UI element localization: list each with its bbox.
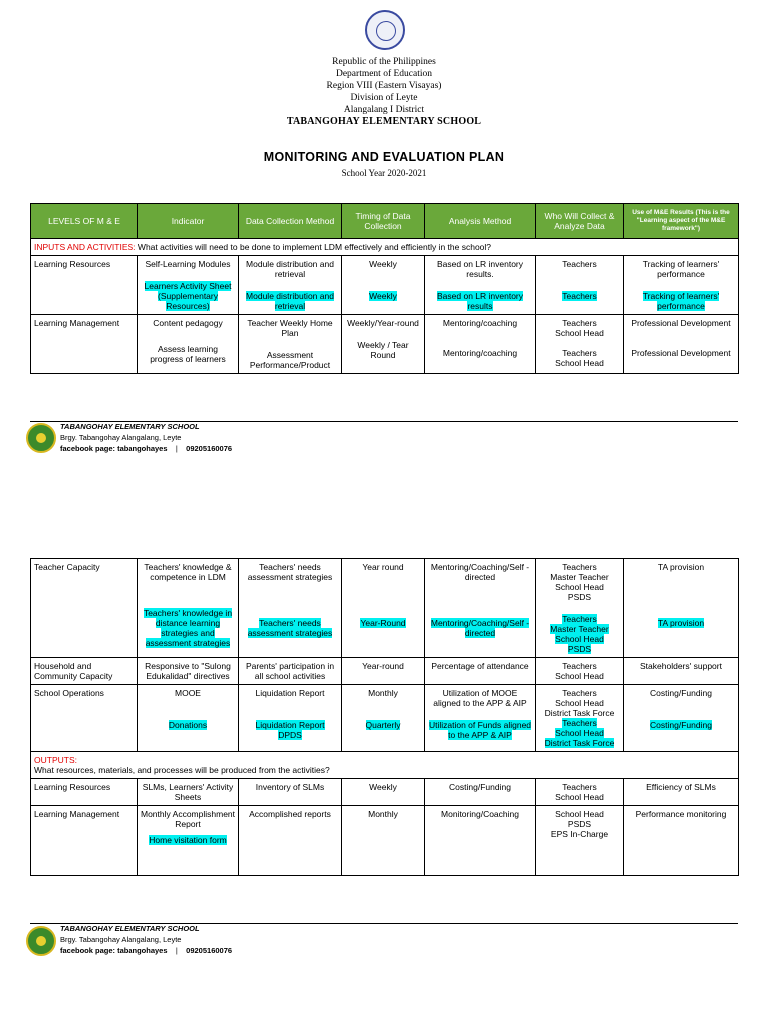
method-text: Inventory of SLMs bbox=[239, 779, 342, 806]
use-text: Tracking of learners' performance bbox=[642, 291, 720, 311]
method-text: Liquidation Report bbox=[255, 688, 325, 698]
footer-contact bbox=[60, 443, 232, 454]
school-year: School Year 2020-2021 bbox=[341, 168, 427, 178]
header-line-5: Alangalang I District bbox=[343, 105, 425, 115]
use-text: TA provision bbox=[657, 618, 705, 628]
footer-address: Brgy. Tabangohay Alangalang, Leyte bbox=[60, 935, 182, 944]
header-line-4: Division of Leyte bbox=[350, 93, 418, 103]
analysis-text: Utilization of Funds aligned to the APP & AIP bbox=[428, 720, 532, 740]
use-text: Performance monitoring bbox=[624, 806, 739, 876]
col-header-use: Use of M&E Results (This is the "Learning aspect of the M&E framework") bbox=[624, 204, 739, 239]
outputs-text: What resources, materials, and processes will be produced from the activities? bbox=[34, 765, 330, 775]
analysis-text: Based on LR inventory results bbox=[437, 291, 523, 311]
indicator-text: Responsive to "Sulong Edukalidad" directives bbox=[138, 658, 239, 685]
col-header-indicator: Indicator bbox=[138, 204, 239, 239]
footer-facebook: facebook page: tabangohayes bbox=[60, 444, 168, 453]
method-text: Teachers' needs assessment strategies bbox=[247, 562, 333, 582]
footer bbox=[60, 923, 232, 956]
who-text: School Head bbox=[555, 582, 604, 592]
school-logo-icon bbox=[26, 423, 56, 453]
footer-phone: 09205160076 bbox=[186, 946, 233, 955]
who-text: PSDS bbox=[567, 644, 592, 654]
table-row bbox=[31, 559, 739, 658]
col-header-timing: Timing of Data Collection bbox=[342, 204, 425, 239]
use-text: Efficiency of SLMs bbox=[624, 779, 739, 806]
who-text: Teachers bbox=[562, 259, 597, 269]
analysis-text: Mentoring/Coaching/Self -directed bbox=[430, 618, 530, 638]
method-text: Assessment Performance/Product bbox=[249, 350, 331, 370]
school-logo-icon bbox=[26, 926, 56, 956]
level-cell: Household and Community Capacity bbox=[31, 658, 138, 685]
use-text: Professional Development bbox=[631, 348, 731, 358]
footer-school-name: TABANGOHAY ELEMENTARY SCHOOL bbox=[60, 924, 200, 933]
method-text: Parents' participation in all school activities bbox=[239, 658, 342, 685]
level-cell: School Operations bbox=[31, 685, 138, 752]
method-text: Module distribution and retrieval bbox=[246, 259, 334, 279]
inputs-label: INPUTS AND ACTIVITIES: bbox=[34, 242, 136, 252]
who-text: Master Teacher bbox=[550, 624, 609, 634]
who-text: Teachers bbox=[562, 291, 597, 301]
me-plan-table-1 bbox=[30, 203, 739, 374]
who-text: School Head bbox=[555, 792, 604, 802]
use-text: Stakeholders' support bbox=[624, 658, 739, 685]
inputs-text: What activities will need to be done to implement LDM effectively and efficiently in the school? bbox=[135, 242, 492, 252]
section-row-outputs bbox=[31, 752, 739, 779]
use-text: Costing/Funding bbox=[650, 688, 712, 698]
who-text: School Head bbox=[555, 728, 604, 738]
use-text: TA provision bbox=[657, 562, 705, 572]
col-header-who: Who Will Collect & Analyze Data bbox=[536, 204, 624, 239]
footer-facebook: facebook page: tabangohayes bbox=[60, 946, 168, 955]
analysis-text: Based on LR inventory results. bbox=[437, 259, 523, 279]
level-cell: Learning Management bbox=[31, 315, 138, 374]
header-line-3: Region VIII (Eastern Visayas) bbox=[326, 81, 442, 91]
indicator-text: MOOE bbox=[175, 688, 201, 698]
table-row bbox=[31, 685, 739, 752]
timing-text: Year round bbox=[362, 562, 404, 572]
level-cell: Learning Resources bbox=[31, 779, 138, 806]
who-text: School Head bbox=[555, 671, 604, 681]
timing-text: Quarterly bbox=[365, 720, 401, 730]
col-header-analysis: Analysis Method bbox=[425, 204, 536, 239]
method-text: Teachers' needs assessment strategies bbox=[247, 618, 333, 638]
use-text: Professional Development bbox=[631, 318, 731, 328]
who-text: District Task Force bbox=[544, 738, 615, 748]
indicator-text: Teachers' knowledge & competence in LDM bbox=[144, 562, 232, 582]
who-text: Teachers bbox=[562, 661, 597, 671]
indicator-text: Self-Learning Modules bbox=[145, 259, 231, 269]
level-cell: Learning Management bbox=[31, 806, 138, 876]
timing-text: Weekly bbox=[369, 291, 397, 301]
me-plan-table-2 bbox=[30, 558, 739, 876]
indicator-text: Content pedagogy bbox=[153, 318, 223, 328]
letterhead bbox=[0, 56, 768, 128]
col-header-levels: LEVELS OF M & E bbox=[31, 204, 138, 239]
who-text: School Head bbox=[555, 698, 604, 708]
table-row bbox=[31, 315, 739, 374]
who-text: District Task Force bbox=[544, 708, 615, 718]
indicator-text: Assess learning progress of learners bbox=[150, 344, 226, 364]
indicator-text: Learners Activity Sheet (Supplementary Resources) bbox=[144, 281, 232, 311]
method-text: Module distribution and retrieval bbox=[246, 291, 334, 311]
who-text: Master Teacher bbox=[550, 572, 609, 582]
footer-separator: | bbox=[175, 444, 178, 453]
who-text: Teachers bbox=[562, 718, 597, 728]
who-text: School Head bbox=[555, 809, 604, 819]
footer-address: Brgy. Tabangohay Alangalang, Leyte bbox=[60, 433, 182, 442]
indicator-text: Home visitation form bbox=[149, 835, 227, 845]
footer-phone: 09205160076 bbox=[186, 444, 233, 453]
page-title: MONITORING AND EVALUATION PLAN bbox=[263, 150, 505, 164]
footer bbox=[60, 421, 232, 454]
who-text: School Head bbox=[555, 634, 604, 644]
analysis-text: Percentage of attendance bbox=[425, 658, 536, 685]
header-line-1: Republic of the Philippines bbox=[332, 57, 436, 67]
header-school-name: TABANGOHAY ELEMENTARY SCHOOL bbox=[286, 116, 482, 127]
who-text: EPS In-Charge bbox=[550, 829, 609, 839]
section-row-inputs bbox=[31, 239, 739, 256]
who-text: PSDS bbox=[567, 819, 592, 829]
footer-separator: | bbox=[175, 946, 178, 955]
timing-text: Weekly / Tear Round bbox=[357, 340, 409, 360]
table-header-row bbox=[31, 204, 739, 239]
timing-text: Monthly bbox=[368, 688, 398, 698]
indicator-text: Donations bbox=[168, 720, 208, 730]
timing-text: Year-Round bbox=[360, 618, 406, 628]
level-cell: Teacher Capacity bbox=[31, 559, 138, 658]
who-text: Teachers bbox=[562, 348, 597, 358]
method-text: Teacher Weekly Home Plan bbox=[247, 318, 333, 338]
table-row bbox=[31, 779, 739, 806]
footer-school-name: TABANGOHAY ELEMENTARY SCHOOL bbox=[60, 422, 200, 431]
level-cell: Learning Resources bbox=[31, 256, 138, 315]
timing-text: Weekly bbox=[342, 779, 425, 806]
analysis-text: Mentoring/coaching bbox=[442, 348, 518, 358]
who-text: Teachers bbox=[562, 688, 597, 698]
who-text: Teachers bbox=[562, 562, 597, 572]
footer-contact bbox=[60, 945, 232, 956]
timing-text: Year-round bbox=[342, 658, 425, 685]
method-text: DPDS bbox=[278, 730, 302, 740]
col-header-data-collection: Data Collection Method bbox=[239, 204, 342, 239]
who-text: Teachers bbox=[562, 614, 597, 624]
use-text: Tracking of learners' performance bbox=[642, 259, 720, 279]
method-text: Liquidation Report bbox=[255, 720, 325, 730]
use-text: Costing/Funding bbox=[650, 720, 712, 730]
who-text: Teachers bbox=[562, 318, 597, 328]
timing-text: Weekly bbox=[369, 259, 397, 269]
who-text: Teachers bbox=[562, 782, 597, 792]
indicator-text: SLMs, Learners' Activity Sheets bbox=[138, 779, 239, 806]
who-text: School Head bbox=[555, 358, 604, 368]
analysis-text: Mentoring/Coaching/Self -directed bbox=[430, 562, 530, 582]
analysis-text: Monitoring/Coaching bbox=[425, 806, 536, 876]
analysis-text: Utilization of MOOE aligned to the APP & AIP bbox=[433, 688, 527, 708]
table-row bbox=[31, 658, 739, 685]
indicator-text: Monthly Accomplishment Report bbox=[141, 809, 236, 829]
table-row bbox=[31, 256, 739, 315]
who-text: PSDS bbox=[567, 592, 592, 602]
who-text: School Head bbox=[555, 328, 604, 338]
header-line-2: Department of Education bbox=[335, 69, 433, 79]
method-text: Accomplished reports bbox=[239, 806, 342, 876]
outputs-label: OUTPUTS: bbox=[34, 755, 77, 765]
analysis-text: Mentoring/coaching bbox=[442, 318, 518, 328]
timing-text: Monthly bbox=[342, 806, 425, 876]
timing-text: Weekly/Year-round bbox=[347, 318, 419, 328]
deped-seal-icon bbox=[365, 10, 405, 50]
indicator-text: Teachers' knowledge in distance learning strategies and assessment strategies bbox=[143, 608, 233, 648]
analysis-text: Costing/Funding bbox=[425, 779, 536, 806]
table-row bbox=[31, 806, 739, 876]
